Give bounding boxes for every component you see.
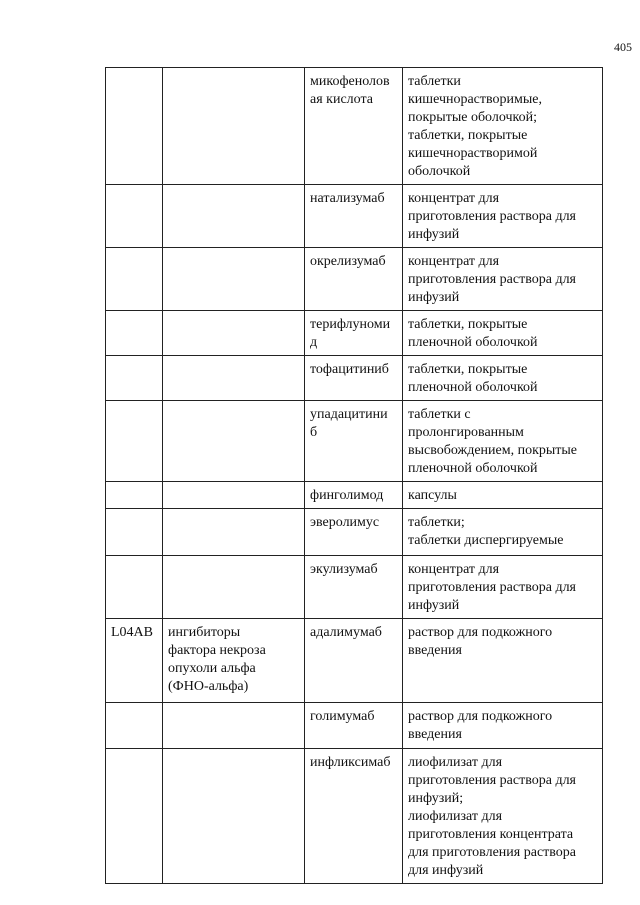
drug-table — [105, 67, 603, 884]
atc-code-cell — [106, 185, 163, 248]
atc-code-cell — [106, 401, 163, 482]
drug-name-cell: адалимумаб — [305, 619, 403, 703]
dosage-form-cell: раствор для подкожного введения — [403, 619, 603, 703]
atc-code-cell — [106, 749, 163, 884]
drug-group-cell — [163, 509, 305, 556]
dosage-form-cell: раствор для подкожного введения — [403, 703, 603, 749]
drug-name-cell: окрелизумаб — [305, 248, 403, 311]
atc-code-cell — [106, 248, 163, 311]
drug-group-cell — [163, 556, 305, 619]
atc-code-cell — [106, 356, 163, 401]
drug-name-cell: голимумаб — [305, 703, 403, 749]
atc-code-cell — [106, 509, 163, 556]
drug-group-cell — [163, 356, 305, 401]
dosage-form-cell: таблетки, покрытые пленочной оболочкой — [403, 356, 603, 401]
page-number: 405 — [614, 40, 632, 54]
table-row — [106, 185, 603, 248]
dosage-form-cell: таблетки кишечнорастворимые, покрытые оболочкой; таблетки, покрытые кишечнорастворимой оболочкой — [403, 68, 603, 185]
drug-group-cell: ингибиторы фактора некроза опухоли альфа (ФНО-альфа) — [163, 619, 305, 703]
atc-code-cell — [106, 311, 163, 356]
drug-group-cell — [163, 248, 305, 311]
drug-name-cell: тофацитиниб — [305, 356, 403, 401]
dosage-form-cell: капсулы — [403, 482, 603, 509]
dosage-form-cell: концентрат для приготовления раствора для инфузий — [403, 185, 603, 248]
drug-name-cell: упадацитини б — [305, 401, 403, 482]
drug-group-cell — [163, 749, 305, 884]
drug-name-cell: терифлуноми д — [305, 311, 403, 356]
drug-name-cell: натализумаб — [305, 185, 403, 248]
dosage-form-cell: концентрат для приготовления раствора для инфузий — [403, 248, 603, 311]
atc-code-cell — [106, 556, 163, 619]
table-row — [106, 401, 603, 482]
atc-code-cell — [106, 482, 163, 509]
table-row — [106, 619, 603, 703]
table-row — [106, 556, 603, 619]
dosage-form-cell: лиофилизат для приготовления раствора для инфузий; лиофилизат для приготовления концентрата для приготовления раствора для инфузий — [403, 749, 603, 884]
dosage-form-cell: таблетки; таблетки диспергируемые — [403, 509, 603, 556]
table-row — [106, 509, 603, 556]
atc-code-cell: L04AB — [106, 619, 163, 703]
drug-name-cell: экулизумаб — [305, 556, 403, 619]
drug-group-cell — [163, 482, 305, 509]
drug-group-cell — [163, 311, 305, 356]
drug-group-cell — [163, 401, 305, 482]
table-row — [106, 482, 603, 509]
dosage-form-cell: концентрат для приготовления раствора для инфузий — [403, 556, 603, 619]
drug-name-cell: инфликсимаб — [305, 749, 403, 884]
drug-name-cell: микофенолов ая кислота — [305, 68, 403, 185]
dosage-form-cell: таблетки с пролонгированным высвобождением, покрытые пленочной оболочкой — [403, 401, 603, 482]
table-row — [106, 703, 603, 749]
table-row — [106, 248, 603, 311]
table-row — [106, 68, 603, 185]
drug-name-cell: финголимод — [305, 482, 403, 509]
atc-code-cell — [106, 703, 163, 749]
table-row — [106, 311, 603, 356]
drug-name-cell: эверолимус — [305, 509, 403, 556]
table-row — [106, 356, 603, 401]
table-row — [106, 749, 603, 884]
drug-group-cell — [163, 703, 305, 749]
dosage-form-cell: таблетки, покрытые пленочной оболочкой — [403, 311, 603, 356]
drug-group-cell — [163, 185, 305, 248]
drug-group-cell — [163, 68, 305, 185]
atc-code-cell — [106, 68, 163, 185]
